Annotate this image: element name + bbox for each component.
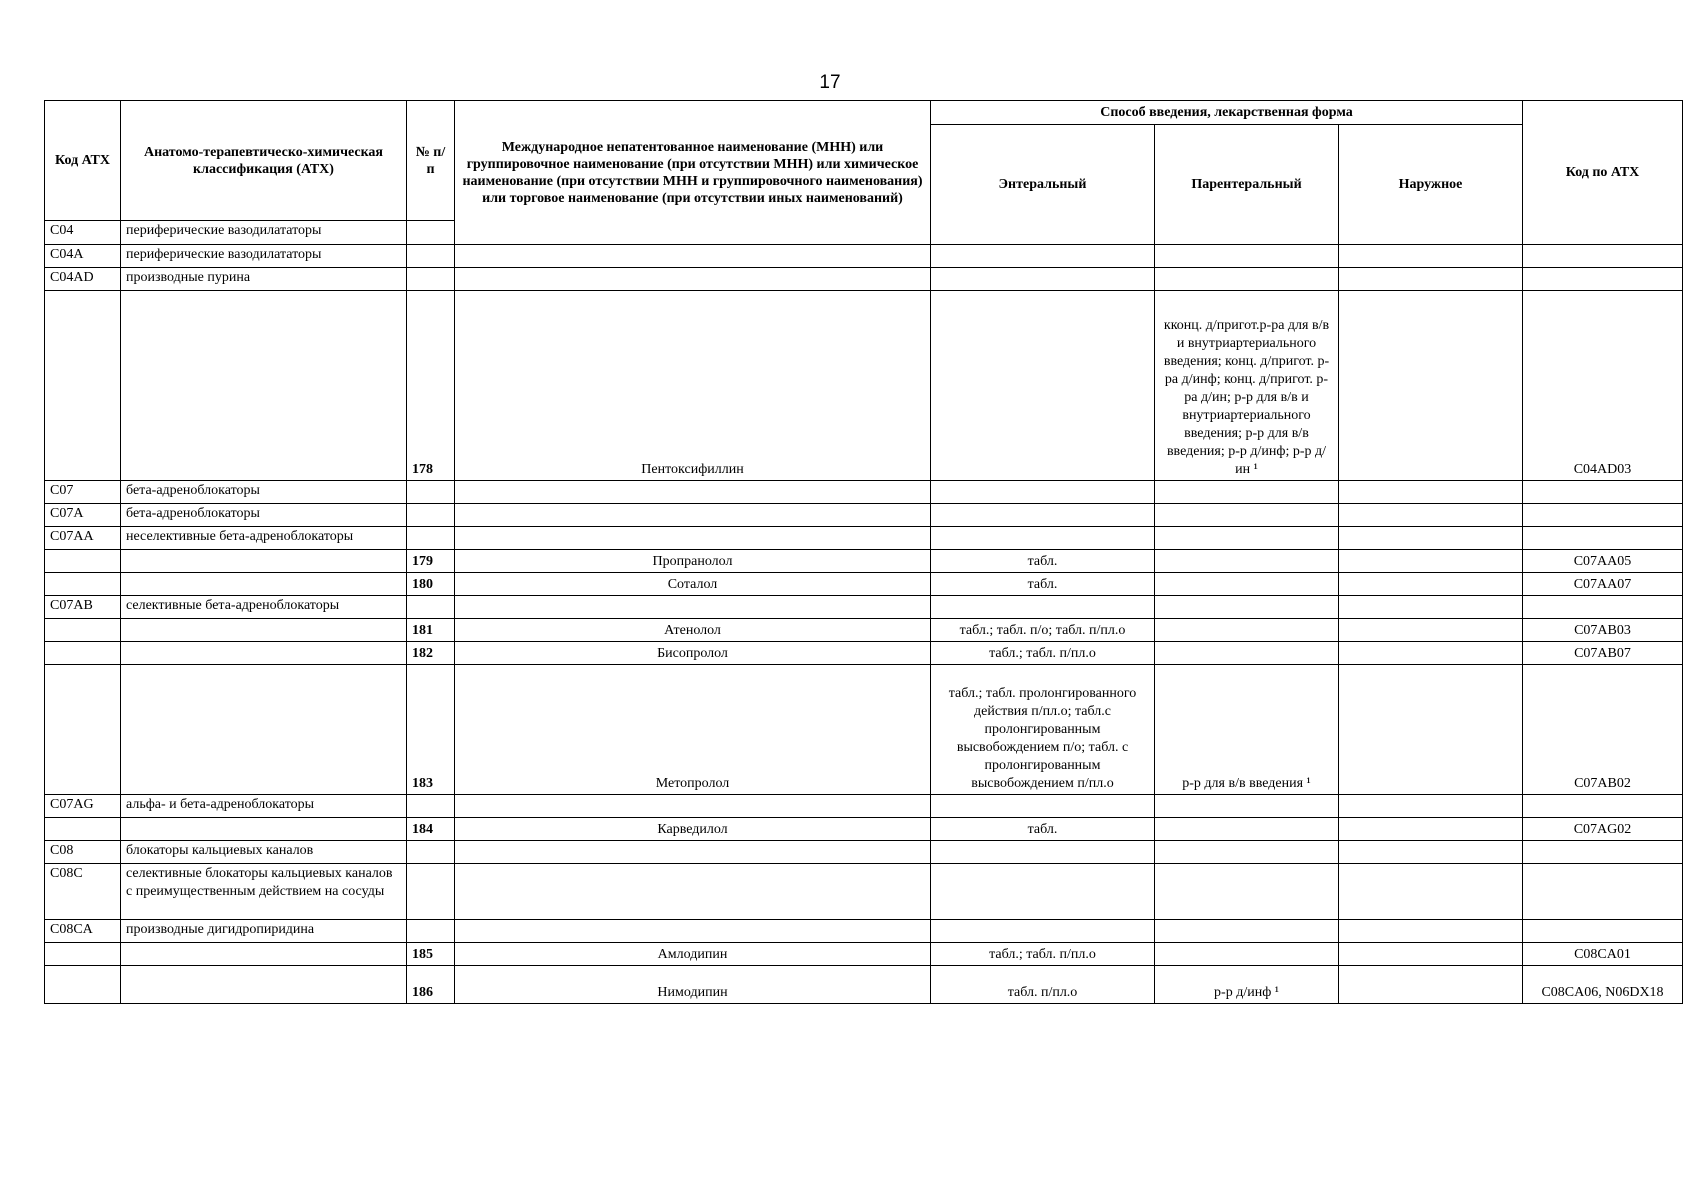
enteral-cell (931, 841, 1155, 864)
drug-name-cell (455, 245, 931, 268)
group-row (45, 527, 1683, 550)
drug-row (45, 966, 1683, 1004)
code-cell (45, 943, 121, 966)
group-row (45, 481, 1683, 504)
row-number: 178 (407, 291, 455, 481)
external-form (1339, 665, 1523, 795)
drug-name-cell (455, 864, 931, 920)
parenteral-form (1155, 642, 1339, 665)
table-header (45, 101, 1683, 245)
drug-row (45, 642, 1683, 665)
parenteral-form: кконц. д/пригот.р-ра для в/в и внутриартериального введения; конц. д/пригот. р-ра д/инф; конц. д/пригот. р-ра д/ин; р-р для в/в и внутриартериального введения; р-р для в/в введения; р-р д/инф; р-р д/ин ¹ (1155, 291, 1339, 481)
drug-name-cell (455, 841, 931, 864)
parenteral-cell (1155, 268, 1339, 291)
drug-name-cell (455, 795, 931, 818)
group-row (45, 920, 1683, 943)
group-label: селективные блокаторы кальциевых каналов с преимущественным действием на сосуды (121, 864, 407, 920)
external-cell (1339, 481, 1523, 504)
group-code: C04AD (45, 268, 121, 291)
group-label: производные дигидропиридина (121, 920, 407, 943)
enteral-form: табл.; табл. п/пл.о (931, 943, 1155, 966)
atx-code: C04AD03 (1523, 291, 1683, 481)
group-row (45, 245, 1683, 268)
header-classification: Анатомо-терапевтическо-химическая классификация (АТХ) (121, 101, 407, 221)
header-parenteral: Парентеральный (1155, 125, 1339, 245)
parenteral-form (1155, 619, 1339, 642)
atx-code: C08CA06, N06DX18 (1523, 966, 1683, 1004)
code-cell (45, 291, 121, 481)
atx-code-cell (1523, 864, 1683, 920)
header-name: Международное непатентованное наименование (МНН) или группировочное наименование (при отсутствии МНН) или химическое наименование (при отсутствии МНН и группировочного наименования) или торговое наименование (при отсутствии иных наименований) (455, 101, 931, 245)
enteral-form: табл. п/пл.о (931, 966, 1155, 1004)
group-code: C04A (45, 245, 121, 268)
drug-name: Пропранолол (455, 550, 931, 573)
number-cell (407, 864, 455, 920)
enteral-form: табл.; табл. п/о; табл. п/пл.о (931, 619, 1155, 642)
number-cell (407, 481, 455, 504)
enteral-cell (931, 245, 1155, 268)
number-cell (407, 841, 455, 864)
external-cell (1339, 864, 1523, 920)
drug-name: Соталол (455, 573, 931, 596)
enteral-cell (931, 268, 1155, 291)
classification-cell (121, 291, 407, 481)
header-external: Наружное (1339, 125, 1523, 245)
enteral-cell (931, 504, 1155, 527)
atx-code-cell (1523, 527, 1683, 550)
drug-name: Метопролол (455, 665, 931, 795)
parenteral-cell (1155, 481, 1339, 504)
group-label: блокаторы кальциевых каналов (121, 841, 407, 864)
drug-row (45, 818, 1683, 841)
code-cell (45, 642, 121, 665)
code-cell (45, 619, 121, 642)
row-number: 179 (407, 550, 455, 573)
row-number: 186 (407, 966, 455, 1004)
number-cell (407, 596, 455, 619)
number-cell (407, 268, 455, 291)
external-form (1339, 291, 1523, 481)
classification-cell (121, 573, 407, 596)
drug-name: Атенолол (455, 619, 931, 642)
header-code: Код АТХ (45, 101, 121, 221)
code-cell (45, 665, 121, 795)
drug-name: Бисопролол (455, 642, 931, 665)
group-row (45, 841, 1683, 864)
atx-code-cell (1523, 268, 1683, 291)
enteral-form: табл. (931, 818, 1155, 841)
external-cell (1339, 245, 1523, 268)
header-route-group: Способ введения, лекарственная форма (931, 101, 1523, 125)
parenteral-form (1155, 818, 1339, 841)
drug-row (45, 619, 1683, 642)
group-row (45, 504, 1683, 527)
group-code: C08C (45, 864, 121, 920)
code-cell (45, 550, 121, 573)
drug-name: Нимодипин (455, 966, 931, 1004)
external-form (1339, 943, 1523, 966)
external-cell (1339, 596, 1523, 619)
number-cell (407, 504, 455, 527)
classification-cell (121, 665, 407, 795)
external-cell (1339, 268, 1523, 291)
atx-code: C07AG02 (1523, 818, 1683, 841)
page-number: 17 (819, 72, 841, 93)
drug-name-cell (455, 527, 931, 550)
enteral-form: табл. (931, 550, 1155, 573)
drug-row (45, 291, 1683, 481)
atx-code-cell (1523, 596, 1683, 619)
external-form (1339, 573, 1523, 596)
external-cell (1339, 795, 1523, 818)
group-label: бета-адреноблокаторы (121, 504, 407, 527)
parenteral-cell (1155, 596, 1339, 619)
parenteral-form (1155, 550, 1339, 573)
atx-code: C07AB07 (1523, 642, 1683, 665)
group-row (45, 268, 1683, 291)
drug-row (45, 665, 1683, 795)
drug-name-cell (455, 920, 931, 943)
enteral-form: табл. (931, 573, 1155, 596)
drug-name-cell (455, 504, 931, 527)
enteral-cell (931, 596, 1155, 619)
drug-row (45, 550, 1683, 573)
parenteral-form: р-р д/инф ¹ (1155, 966, 1339, 1004)
atx-code: C07AB03 (1523, 619, 1683, 642)
drug-name-cell (455, 481, 931, 504)
atx-code-cell (1523, 481, 1683, 504)
atx-code: C07AB02 (1523, 665, 1683, 795)
group-label: альфа- и бета-адреноблокаторы (121, 795, 407, 818)
group-label: бета-адреноблокаторы (121, 481, 407, 504)
row-number: 181 (407, 619, 455, 642)
number-cell (407, 795, 455, 818)
group-code: C07 (45, 481, 121, 504)
external-cell (1339, 527, 1523, 550)
parenteral-form (1155, 573, 1339, 596)
parenteral-cell (1155, 864, 1339, 920)
header-number: № п/п (407, 101, 455, 221)
external-form (1339, 619, 1523, 642)
external-form (1339, 642, 1523, 665)
parenteral-cell (1155, 504, 1339, 527)
number-cell (407, 221, 455, 245)
classification-cell (121, 943, 407, 966)
enteral-form (931, 291, 1155, 481)
group-row (45, 795, 1683, 818)
external-form (1339, 966, 1523, 1004)
parenteral-form (1155, 943, 1339, 966)
enteral-cell (931, 864, 1155, 920)
group-label: периферические вазодилататоры (121, 221, 407, 245)
atx-code-cell (1523, 245, 1683, 268)
group-label: периферические вазодилататоры (121, 245, 407, 268)
atx-code-cell (1523, 795, 1683, 818)
drug-name-cell (455, 596, 931, 619)
atx-code: C08CA01 (1523, 943, 1683, 966)
group-code: C08CA (45, 920, 121, 943)
classification-cell (121, 550, 407, 573)
external-form (1339, 550, 1523, 573)
row-number: 184 (407, 818, 455, 841)
code-cell (45, 966, 121, 1004)
enteral-cell (931, 481, 1155, 504)
parenteral-cell (1155, 245, 1339, 268)
group-label: селективные бета-адреноблокаторы (121, 596, 407, 619)
atx-code-cell (1523, 920, 1683, 943)
classification-cell (121, 818, 407, 841)
external-cell (1339, 920, 1523, 943)
group-code: C07AA (45, 527, 121, 550)
atx-code: C07AA05 (1523, 550, 1683, 573)
external-form (1339, 818, 1523, 841)
external-cell (1339, 841, 1523, 864)
drug-name: Пентоксифиллин (455, 291, 931, 481)
atx-code-cell (1523, 504, 1683, 527)
enteral-form: табл.; табл. пролонгированного действия п/пл.о; табл.с пролонгированным высвобождением п/о; табл. с пролонгированным высвобождением п/пл.о (931, 665, 1155, 795)
drug-name-cell (455, 268, 931, 291)
group-code: C07AG (45, 795, 121, 818)
row-number: 180 (407, 573, 455, 596)
enteral-form: табл.; табл. п/пл.о (931, 642, 1155, 665)
parenteral-cell (1155, 795, 1339, 818)
drug-name: Карведилол (455, 818, 931, 841)
atx-code-cell (1523, 841, 1683, 864)
number-cell (407, 920, 455, 943)
group-code: C04 (45, 221, 121, 245)
external-cell (1339, 504, 1523, 527)
group-code: C07AB (45, 596, 121, 619)
classification-cell (121, 642, 407, 665)
row-number: 185 (407, 943, 455, 966)
parenteral-form: р-р для в/в введения ¹ (1155, 665, 1339, 795)
enteral-cell (931, 795, 1155, 818)
parenteral-cell (1155, 841, 1339, 864)
group-label: производные пурина (121, 268, 407, 291)
table-body (45, 245, 1683, 1004)
parenteral-cell (1155, 920, 1339, 943)
group-label: неселективные бета-адреноблокаторы (121, 527, 407, 550)
drug-name: Амлодипин (455, 943, 931, 966)
drug-row (45, 573, 1683, 596)
group-row (45, 596, 1683, 619)
atx-code: C07AA07 (1523, 573, 1683, 596)
drug-table (44, 100, 1683, 1004)
group-row (45, 864, 1683, 920)
parenteral-cell (1155, 527, 1339, 550)
classification-cell (121, 966, 407, 1004)
enteral-cell (931, 527, 1155, 550)
group-code: C07A (45, 504, 121, 527)
header-enteral: Энтеральный (931, 125, 1155, 245)
row-number: 182 (407, 642, 455, 665)
classification-cell (121, 619, 407, 642)
group-code: C08 (45, 841, 121, 864)
number-cell (407, 527, 455, 550)
number-cell (407, 245, 455, 268)
row-number: 183 (407, 665, 455, 795)
code-cell (45, 818, 121, 841)
enteral-cell (931, 920, 1155, 943)
code-cell (45, 573, 121, 596)
header-atx-code: Код по АТХ (1523, 101, 1683, 245)
drug-row (45, 943, 1683, 966)
